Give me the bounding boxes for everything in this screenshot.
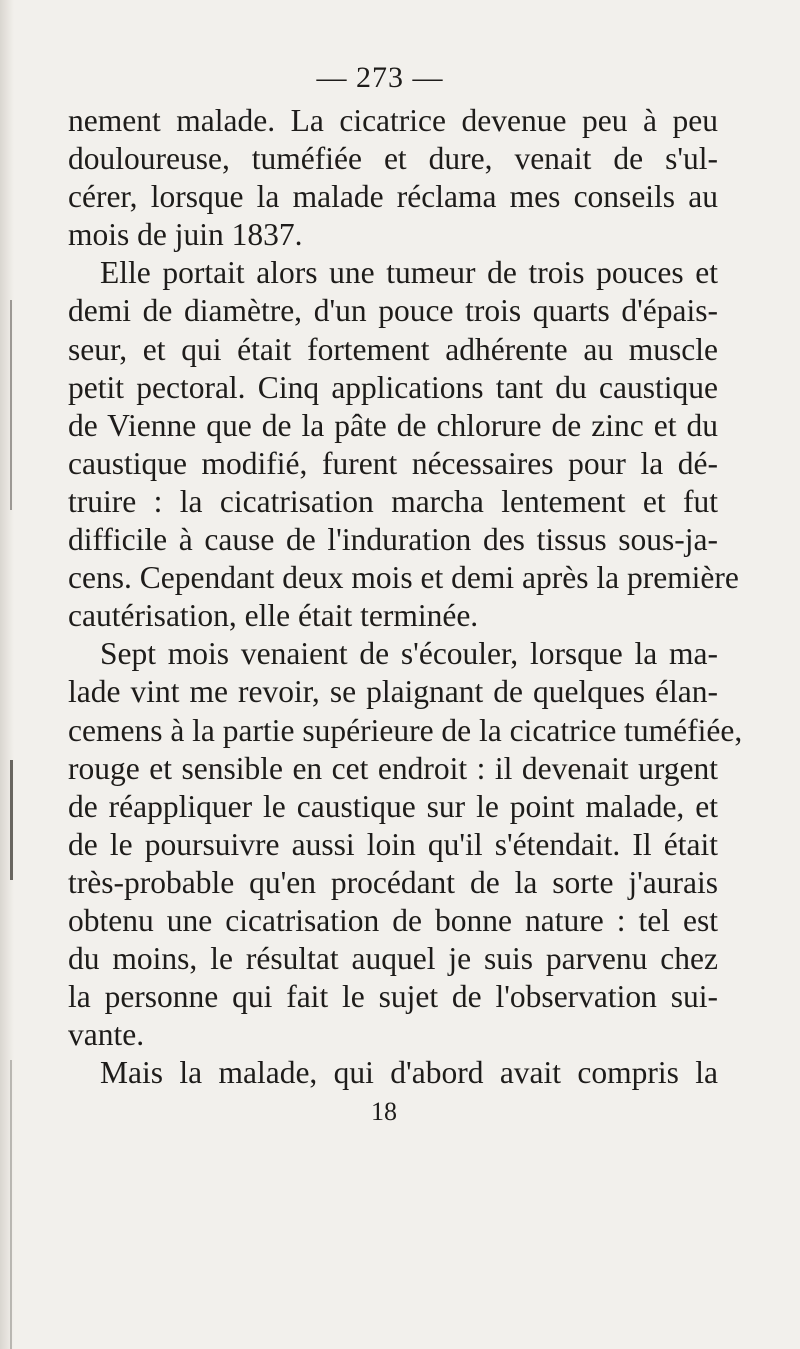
text-line: seur, et qui était fortement adhérente au muscle: [68, 331, 718, 367]
text-line: petit pectoral. Cinq applications tant du caustique: [68, 369, 718, 405]
text-line: Elle portait alors une tumeur de trois pouces et: [100, 255, 718, 291]
text-line: cemens à la partie supérieure de la cicatrice tuméfiée,: [68, 712, 743, 748]
signature-mark: 18: [371, 1097, 397, 1126]
text-line: demi de diamètre, d'un pouce trois quarts d'épais-: [68, 293, 718, 329]
text-line: nement malade. La cicatrice devenue peu à peu: [68, 103, 718, 138]
text-line: très-probable qu'en procédant de la sorte j'aurais: [68, 864, 718, 900]
text-line: vante.: [68, 1017, 145, 1053]
text-line: truire : la cicatrisation marcha lentement et fut: [68, 483, 718, 519]
text-line: cérer, lorsque la malade réclama mes conseils au: [68, 179, 718, 215]
text-line: Sept mois venaient de s'écouler, lorsque la ma-: [100, 636, 718, 672]
body-text: [68, 102, 743, 1092]
text-line: cens. Cependant deux mois et demi après la première: [68, 560, 739, 596]
page-number-header: — 273 —: [316, 61, 444, 94]
text-line: de Vienne que de la pâte de chlorure de zinc et du: [68, 407, 718, 443]
text-line: caustique modifié, furent nécessaires pour la dé-: [68, 445, 718, 481]
binding-shadow-line: [10, 300, 12, 510]
text-line: mois de juin 1837.: [68, 217, 303, 253]
text-line: difficile à cause de l'induration des tissus sous-ja-: [68, 522, 718, 558]
text-line: rouge et sensible en cet endroit : il devenait urgent: [68, 750, 718, 786]
text-line: de le poursuivre aussi loin qu'il s'étendait. Il était: [68, 826, 718, 862]
text-line: douloureuse, tuméfiée et dure, venait de s'ul-: [68, 141, 718, 177]
text-line: obtenu une cicatrisation de bonne nature : tel est: [68, 902, 718, 938]
text-line: lade vint me revoir, se plaignant de quelques élan-: [68, 674, 718, 710]
text-line: de réappliquer le caustique sur le point malade, et: [68, 788, 718, 824]
binding-shadow-line: [10, 760, 13, 880]
text-line: du moins, le résultat auquel je suis parvenu chez: [68, 941, 718, 977]
text-line: Mais la malade, qui d'abord avait compris la: [100, 1055, 718, 1091]
text-line: cautérisation, elle était terminée.: [68, 598, 479, 634]
text-line: la personne qui fait le sujet de l'observation sui-: [68, 979, 718, 1015]
